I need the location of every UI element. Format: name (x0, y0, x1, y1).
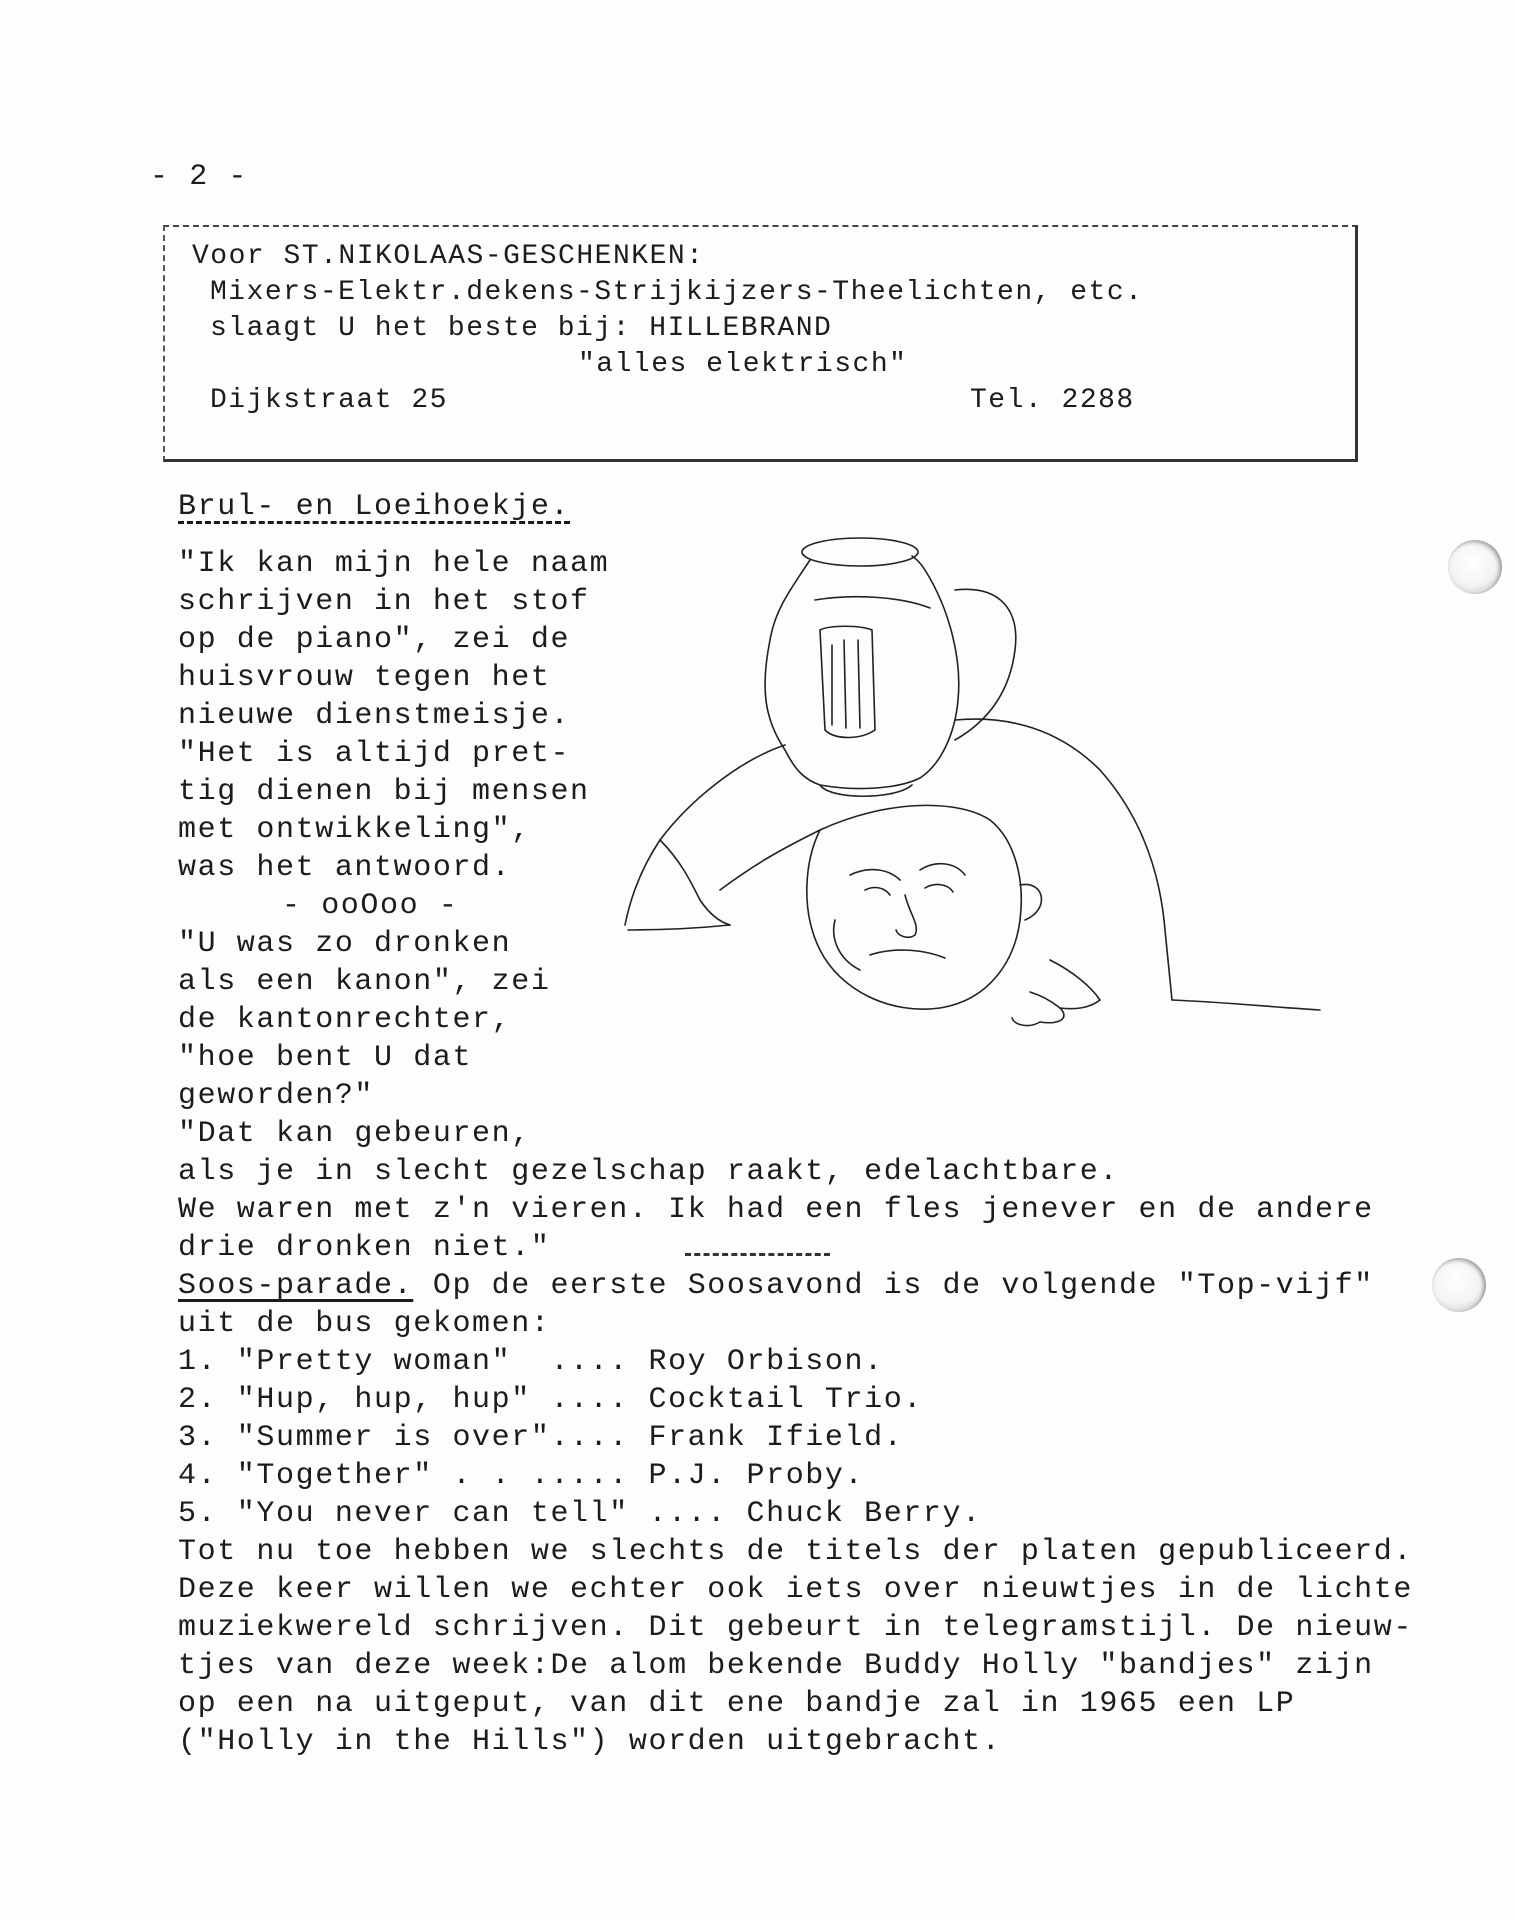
punch-hole (1448, 540, 1502, 594)
top5-entry: 2. "Hup, hup, hup" .... Cocktail Trio. (178, 1383, 923, 1417)
top5-entry: 1. "Pretty woman" .... Roy Orbison. (178, 1345, 884, 1379)
joke1-line: met ontwikkeling", (178, 813, 531, 847)
joke1-line: op de piano", zei de (178, 623, 571, 657)
joke-separator: - ooOoo - (282, 889, 459, 923)
joke2-line: geworden?" (178, 1079, 375, 1113)
top5-entry: 3. "Summer is over".... Frank Ifield. (178, 1421, 904, 1455)
punch-hole (1432, 1258, 1486, 1312)
joke1-line: schrijven in het stof (178, 585, 590, 619)
joke1-line: nieuwe dienstmeisje. (178, 699, 571, 733)
ad-phone: Tel. 2288 (970, 385, 1135, 416)
joke1-line: huisvrouw tegen het (178, 661, 551, 695)
top5-entry: 5. "You never can tell" .... Chuck Berry. (178, 1497, 982, 1531)
jug-drawing (765, 538, 1016, 796)
ad-slogan: "alles elektrisch" (578, 349, 908, 380)
soos-body-line: muziekwereld schrijven. Dit gebeurt in telegramstijl. De nieuw- (178, 1611, 1413, 1645)
joke1-line: "Het is altijd pret- (178, 737, 571, 771)
ad-products: Mixers-Elektr.dekens-Strijkijzers-Theelichten, etc. (210, 277, 1144, 308)
jug-on-head-illustration (620, 530, 1420, 1040)
soos-intro-line2: uit de bus gekomen: (178, 1307, 551, 1341)
joke2-line: "U was zo dronken (178, 927, 512, 961)
joke1-line: tig dienen bij mensen (178, 775, 590, 809)
soos-intro-text: Op de eerste Soosavond is de volgende "Top-vijf" (413, 1269, 1374, 1303)
joke1-line: was het antwoord. (178, 851, 512, 885)
joke1-line: "Ik kan mijn hele naam (178, 547, 610, 581)
soos-body-line: Tot nu toe hebben we slechts de titels der platen gepubliceerd. (178, 1535, 1413, 1569)
soos-body-line: ("Holly in the Hills") worden uitgebracht. (178, 1725, 1002, 1759)
soos-intro-line (178, 1267, 1374, 1305)
soos-body-line: op een na uitgeput, van dit ene bandje zal in 1965 een LP (178, 1687, 1296, 1721)
joke2-line: als een kanon", zei (178, 965, 551, 999)
joke2-line: "hoe bent U dat (178, 1041, 473, 1075)
soos-heading: Soos-parade. (178, 1269, 414, 1303)
ad-headline: Voor ST.NIKOLAAS-GESCHENKEN: (192, 241, 705, 272)
face-drawing (807, 805, 1042, 1009)
body-drawing (625, 719, 1320, 1010)
section-divider (685, 1253, 830, 1256)
joke2-line: de kantonrechter, (178, 1003, 512, 1037)
joke-section-heading: Brul- en Loeihoekje. (178, 490, 571, 524)
joke2-line: We waren met z'n vieren. Ik had een fles jenever en de andere (178, 1193, 1374, 1227)
hands-drawing (660, 840, 1100, 1025)
joke2-line: "Dat kan gebeuren, (178, 1117, 531, 1151)
joke2-line: drie dronken niet." (178, 1231, 551, 1265)
ad-shop-line: slaagt U het beste bij: HILLEBRAND (210, 313, 833, 344)
soos-body-line: tjes van deze week:De alom bekende Buddy Holly "bandjes" zijn (178, 1649, 1374, 1683)
ad-address: Dijkstraat 25 (210, 385, 448, 416)
joke2-line: als je in slecht gezelschap raakt, edelachtbare. (178, 1155, 1119, 1189)
soos-body-line: Deze keer willen we echter ook iets over nieuwtjes in de lichte (178, 1573, 1413, 1607)
advertisement-box (163, 225, 1358, 462)
page-number: - 2 - (150, 160, 249, 194)
top5-entry: 4. "Together" . . ..... P.J. Proby. (178, 1459, 865, 1493)
